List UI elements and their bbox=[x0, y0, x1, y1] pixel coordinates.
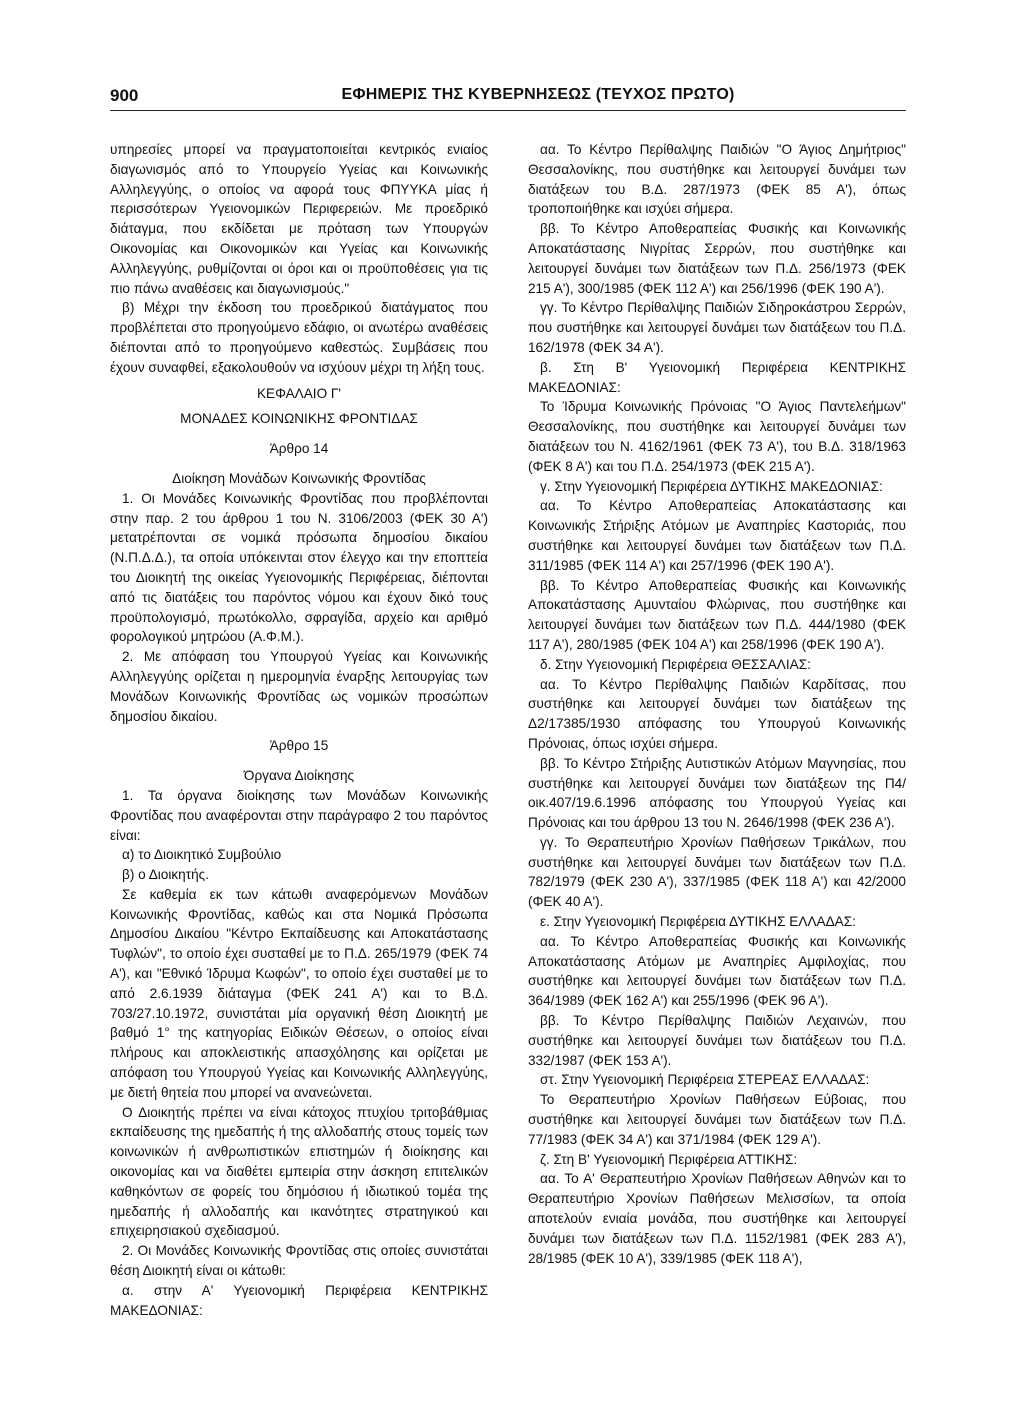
paragraph: ββ. Το Κέντρο Αποθεραπείας Φυσικής και Κοινωνικής Αποκατάστασης Αμυνταίου Φλώρινας, που συστήθηκε και λειτουργεί δυνάμει των διατάξεων των Π.Δ. 444/1980 (ΦΕΚ 117 Α'), 280/1985 (ΦΕΚ 104 Α') και 258/1996 (ΦΕΚ 190 Α'). bbox=[528, 577, 906, 652]
section-heading: Άρθρο 14 bbox=[269, 441, 329, 457]
paragraph: υπηρεσίες μπορεί να πραγματοποιείται κεντρικός ενιαίος διαγωνισμός από το Υπουργείο Υγείας και Κοινωνικής Αλληλεγγύης, ο οποίος να αφορά τους ΦΠΥΥΚΑ μίας ή περισσότερων Υγειονομικών Περιφερειών. Με προεδρικό διάταγμα, που εκδίδεται με πρόταση των Υπουργών Οικονομίας και Οικονομικών και Υγείας και Κοινωνικής Αλληλεγγύης, ρυθμίζονται οι όροι και οι προϋποθέσεις για τις πιο πάνω αναθέσεις και διαγωνισμούς." bbox=[110, 142, 488, 296]
journal-title: ΕΦΗΜΕΡΙΣ ΤΗΣ ΚΥΒΕΡΝΗΣΕΩΣ (ΤΕΥΧΟΣ ΠΡΩΤΟ) bbox=[341, 86, 735, 103]
section-heading: Άρθρο 15 bbox=[269, 738, 329, 754]
paragraph: ββ. Το Κέντρο Αποθεραπείας Φυσικής και Κοινωνικής Αποκατάστασης Νιγρίτας Σερρών, που συστήθηκε και λειτουργεί δυνάμει των διατάξεων των Π.Δ. 256/1973 (ΦΕΚ 215 Α'), 300/1985 (ΦΕΚ 112 Α') και 256/1996 (ΦΕΚ 190 Α'). bbox=[528, 221, 906, 296]
paragraph: αα. Το Κέντρο Αποθεραπείας Αποκατάστασης και Κοινωνικής Στήριξης Ατόμων με Αναπηρίες Καστοριάς, που συστήθηκε και λειτουργεί δυνάμει των διατάξεων των Π.Δ. 311/1985 (ΦΕΚ 114 Α') και 257/1996 (ΦΕΚ 190 Α'). bbox=[528, 498, 906, 573]
paragraph: 1. Τα όργανα διοίκησης των Μονάδων Κοινωνικής Φροντίδας που αναφέρονται στην παράγραφο 2 του παρόντος είναι: bbox=[110, 787, 488, 843]
paragraph: β) Μέχρι την έκδοση του προεδρικού διατάγματος που προβλέπεται στο προηγούμενο εδάφιο, οι ανωτέρω αναθέσεις διέπονται από το προηγούμενο καθεστώς. Συμβάσεις που έχουν συναφθεί, εξακολουθούν να ισχύουν μέχρι τη λήξη τους. bbox=[110, 300, 488, 375]
paragraph: 2. Οι Μονάδες Κοινωνικής Φροντίδας στις οποίες συνιστάται θέση Διοικητή είναι οι κάτωθι: bbox=[110, 1243, 488, 1279]
paragraph: αα. Το Α' Θεραπευτήριο Χρονίων Παθήσεων Αθηνών και το Θεραπευτήριο Χρονίων Παθήσεων Μελισσίων, τα οποία αποτελούν ενιαία μονάδα, που συστήθηκε και λειτουργεί δυνάμει των διατάξεων των Π.Δ. 1152/1981 (ΦΕΚ 283 Α'), 28/1985 (ΦΕΚ 10 Α'), 339/1985 (ΦΕΚ 118 Α'), bbox=[528, 1171, 906, 1266]
paragraph: αα. Το Κέντρο Αποθεραπείας Φυσικής και Κοινωνικής Αποκατάστασης Ατόμων με Αναπηρίες Αμφιλοχίας, που συστήθηκε και λειτουργεί δυνάμει των διατάξεων των Π.Δ. 364/1989 (ΦΕΚ 162 Α') και 255/1996 (ΦΕΚ 96 Α'). bbox=[528, 933, 906, 1009]
paragraph: 1. Οι Μονάδες Κοινωνικής Φροντίδας που προβλέπονται στην παρ. 2 του άρθρου 1 του Ν. 3106/2003 (ΦΕΚ 30 Α') μετατρέπονται σε νομικά πρόσωπα δημοσίου δικαίου (Ν.Π.Δ.Δ.), τα οποία υπόκεινται στον έλεγχο και την εποπτεία του Διοικητή της οικείας Υγειονομικής Περιφέρειας, διέπονται από τις διατάξεις του παρόντος νόμου και έχουν δικό τους προϋπολογισμό, πρωτόκολλο, σφραγίδα, αρχείο και αριθμό φορολογικού μητρώου (Α.Φ.Μ.). bbox=[110, 490, 488, 645]
paragraph: γ. Στην Υγειονομική Περιφέρεια ΔΥΤΙΚΗΣ ΜΑΚΕΔΟΝΙΑΣ: bbox=[540, 478, 883, 494]
paragraph: ε. Στην Υγειονομική Περιφέρεια ΔΥΤΙΚΗΣ ΕΛΛΑΔΑΣ: bbox=[540, 914, 856, 930]
section-heading: Διοίκηση Μονάδων Κοινωνικής Φροντίδας bbox=[172, 470, 426, 486]
paragraph: Σε καθεμία εκ των κάτωθι αναφερόμενων Μονάδων Κοινωνικής Φροντίδας, καθώς και στα Νομικά Πρόσωπα Δημοσίου Δικαίου "Κέντρο Εκπαίδευσης και Αποκατάστασης Τυφλών", το οποίο έχει συσταθεί με το Π.Δ. 265/1979 (ΦΕΚ 74 Α'), και "Εθνικό Ίδρυμα Κωφών", το οποίο έχει συσταθεί με το από 2.6.1939 διάταγμα (ΦΕΚ 241 Α') και το Β.Δ. 703/27.10.1972, συνιστάται μία οργανική θέση Διοικητή με βαθμό 1° της κατηγορίας Ειδικών Θέσεων, ο οποίος είναι πλήρους και αποκλειστικής απασχόλησης και ορίζεται με απόφαση του Υπουργού Υγείας και Κοινωνικής Αλληλεγγύης, με διετή θητεία που μπορεί να ανανεώνεται. bbox=[110, 886, 488, 1100]
paragraph: ββ. Το Κέντρο Περίθαλψης Παιδιών Λεχαινών, που συστήθηκε και λειτουργεί δυνάμει των διατάξεων του Π.Δ. 332/1987 (ΦΕΚ 153 Α'). bbox=[528, 1013, 906, 1068]
page-header bbox=[110, 86, 906, 116]
paragraph: στ. Στην Υγειονομική Περιφέρεια ΣΤΕΡΕΑΣ ΕΛΛΑΔΑΣ: bbox=[540, 1072, 870, 1088]
section-heading: ΚΕΦΑΛΑΙΟ Γ' bbox=[256, 385, 341, 401]
paragraph: β) ο Διοικητής. bbox=[122, 867, 210, 883]
paragraph: ββ. Το Κέντρο Στήριξης Αυτιστικών Ατόμων Μαγνησίας, που συστήθηκε και λειτουργεί δυνάμει των διατάξεων της Π4/οικ.407/19.6.1996 απόφασης του Υπουργού Υγείας και Πρόνοιας και του άρθρου 13 του Ν. 2646/1998 (ΦΕΚ 236 Α'). bbox=[528, 755, 906, 831]
right-column bbox=[528, 140, 906, 1320]
page-number: 900 bbox=[110, 86, 139, 105]
paragraph: β. Στη Β' Υγειονομική Περιφέρεια ΚΕΝΤΡΙΚΗΣ ΜΑΚΕΔΟΝΙΑΣ: bbox=[528, 359, 906, 395]
paragraph: 2. Με απόφαση του Υπουργού Υγείας και Κοινωνικής Αλληλεγγύης ορίζεται η ημερομηνία έναρξης λειτουργίας των Μονάδων Κοινωνικής Φροντίδας ως νομικών προσώπων δημοσίου δικαίου. bbox=[110, 649, 488, 724]
paragraph: Το Ίδρυμα Κοινωνικής Πρόνοιας "Ο Άγιος Παντελεήμων" Θεσσαλονίκης, που συστήθηκε και λειτουργεί δυνάμει των διατάξεων του Ν. 4162/1961 (ΦΕΚ 73 Α'), του Β.Δ. 318/1963 (ΦΕΚ 8 Α') και του Π.Δ. 254/1973 (ΦΕΚ 215 Α'). bbox=[528, 399, 906, 474]
paragraph: α) το Διοικητικό Συμβούλιο bbox=[122, 847, 282, 863]
paragraph: ζ. Στη Β' Υγειονομική Περιφέρεια ΑΤΤΙΚΗΣ: bbox=[540, 1151, 798, 1167]
paragraph: αα. Το Κέντρο Περίθαλψης Παιδιών "Ο Άγιος Δημήτριος" Θεσσαλονίκης, που συστήθηκε και λειτουργεί δυνάμει των διατάξεων του Β.Δ. 287/1973 (ΦΕΚ 85 Α'), όπως τροποποιήθηκε και ισχύει σήμερα. bbox=[528, 142, 906, 217]
section-heading: ΜΟΝΑΔΕΣ ΚΟΙΝΩΝΙΚΗΣ ΦΡΟΝΤΙΔΑΣ bbox=[180, 411, 418, 427]
paragraph: γγ. Το Θεραπευτήριο Χρονίων Παθήσεων Τρικάλων, που συστήθηκε και λειτουργεί δυνάμει των διατάξεων των Π.Δ. 782/1979 (ΦΕΚ 230 Α'), 337/1985 (ΦΕΚ 118 Α') και 42/2000 (ΦΕΚ 40 Α'). bbox=[528, 834, 906, 910]
paragraph: α. στην Α' Υγειονομική Περιφέρεια ΚΕΝΤΡΙΚΗΣ ΜΑΚΕΔΟΝΙΑΣ: bbox=[110, 1282, 488, 1318]
header-rule bbox=[110, 110, 906, 111]
paragraph: Το Θεραπευτήριο Χρονίων Παθήσεων Εύβοιας, που συστήθηκε και λειτουργεί δυνάμει των διατάξεων των Π.Δ. 77/1983 (ΦΕΚ 34 Α') και 371/1984 (ΦΕΚ 129 Α'). bbox=[528, 1092, 906, 1147]
section-heading: Όργανα Διοίκησης bbox=[243, 768, 355, 784]
left-column bbox=[110, 140, 488, 1320]
paragraph: Ο Διοικητής πρέπει να είναι κάτοχος πτυχίου τριτοβάθμιας εκπαίδευσης της ημεδαπής ή της αλλοδαπής στους τομείς των κοινωνικών ή ανθρωπιστικών επιστημών ή διοίκησης και οικονομίας και να διαθέτει εμπειρία στην άσκηση επιτελικών καθηκόντων σε φορείς του δημόσιου ή ιδιωτικού τομέα της ημεδαπής ή αλλοδαπής και ικανότητες στρατηγικού και επιχειρησιακού σχεδιασμού. bbox=[110, 1104, 488, 1239]
paragraph: γγ. Το Κέντρο Περίθαλψης Παιδιών Σιδηροκάστρου Σερρών, που συστήθηκε και λειτουργεί δυνάμει των διατάξεων του Π.Δ. 162/1978 (ΦΕΚ 34 Α'). bbox=[528, 300, 906, 355]
paragraph: αα. Το Κέντρο Περίθαλψης Παιδιών Καρδίτσας, που συστήθηκε και λειτουργεί δυνάμει των διατάξεων της Δ2/17385/1930 απόφασης του Υπουργού Κοινωνικής Πρόνοιας, όπως ισχύει σήμερα. bbox=[528, 676, 906, 751]
text-columns bbox=[110, 140, 906, 1320]
paragraph: δ. Στην Υγειονομική Περιφέρεια ΘΕΣΣΑΛΙΑΣ: bbox=[540, 656, 811, 672]
